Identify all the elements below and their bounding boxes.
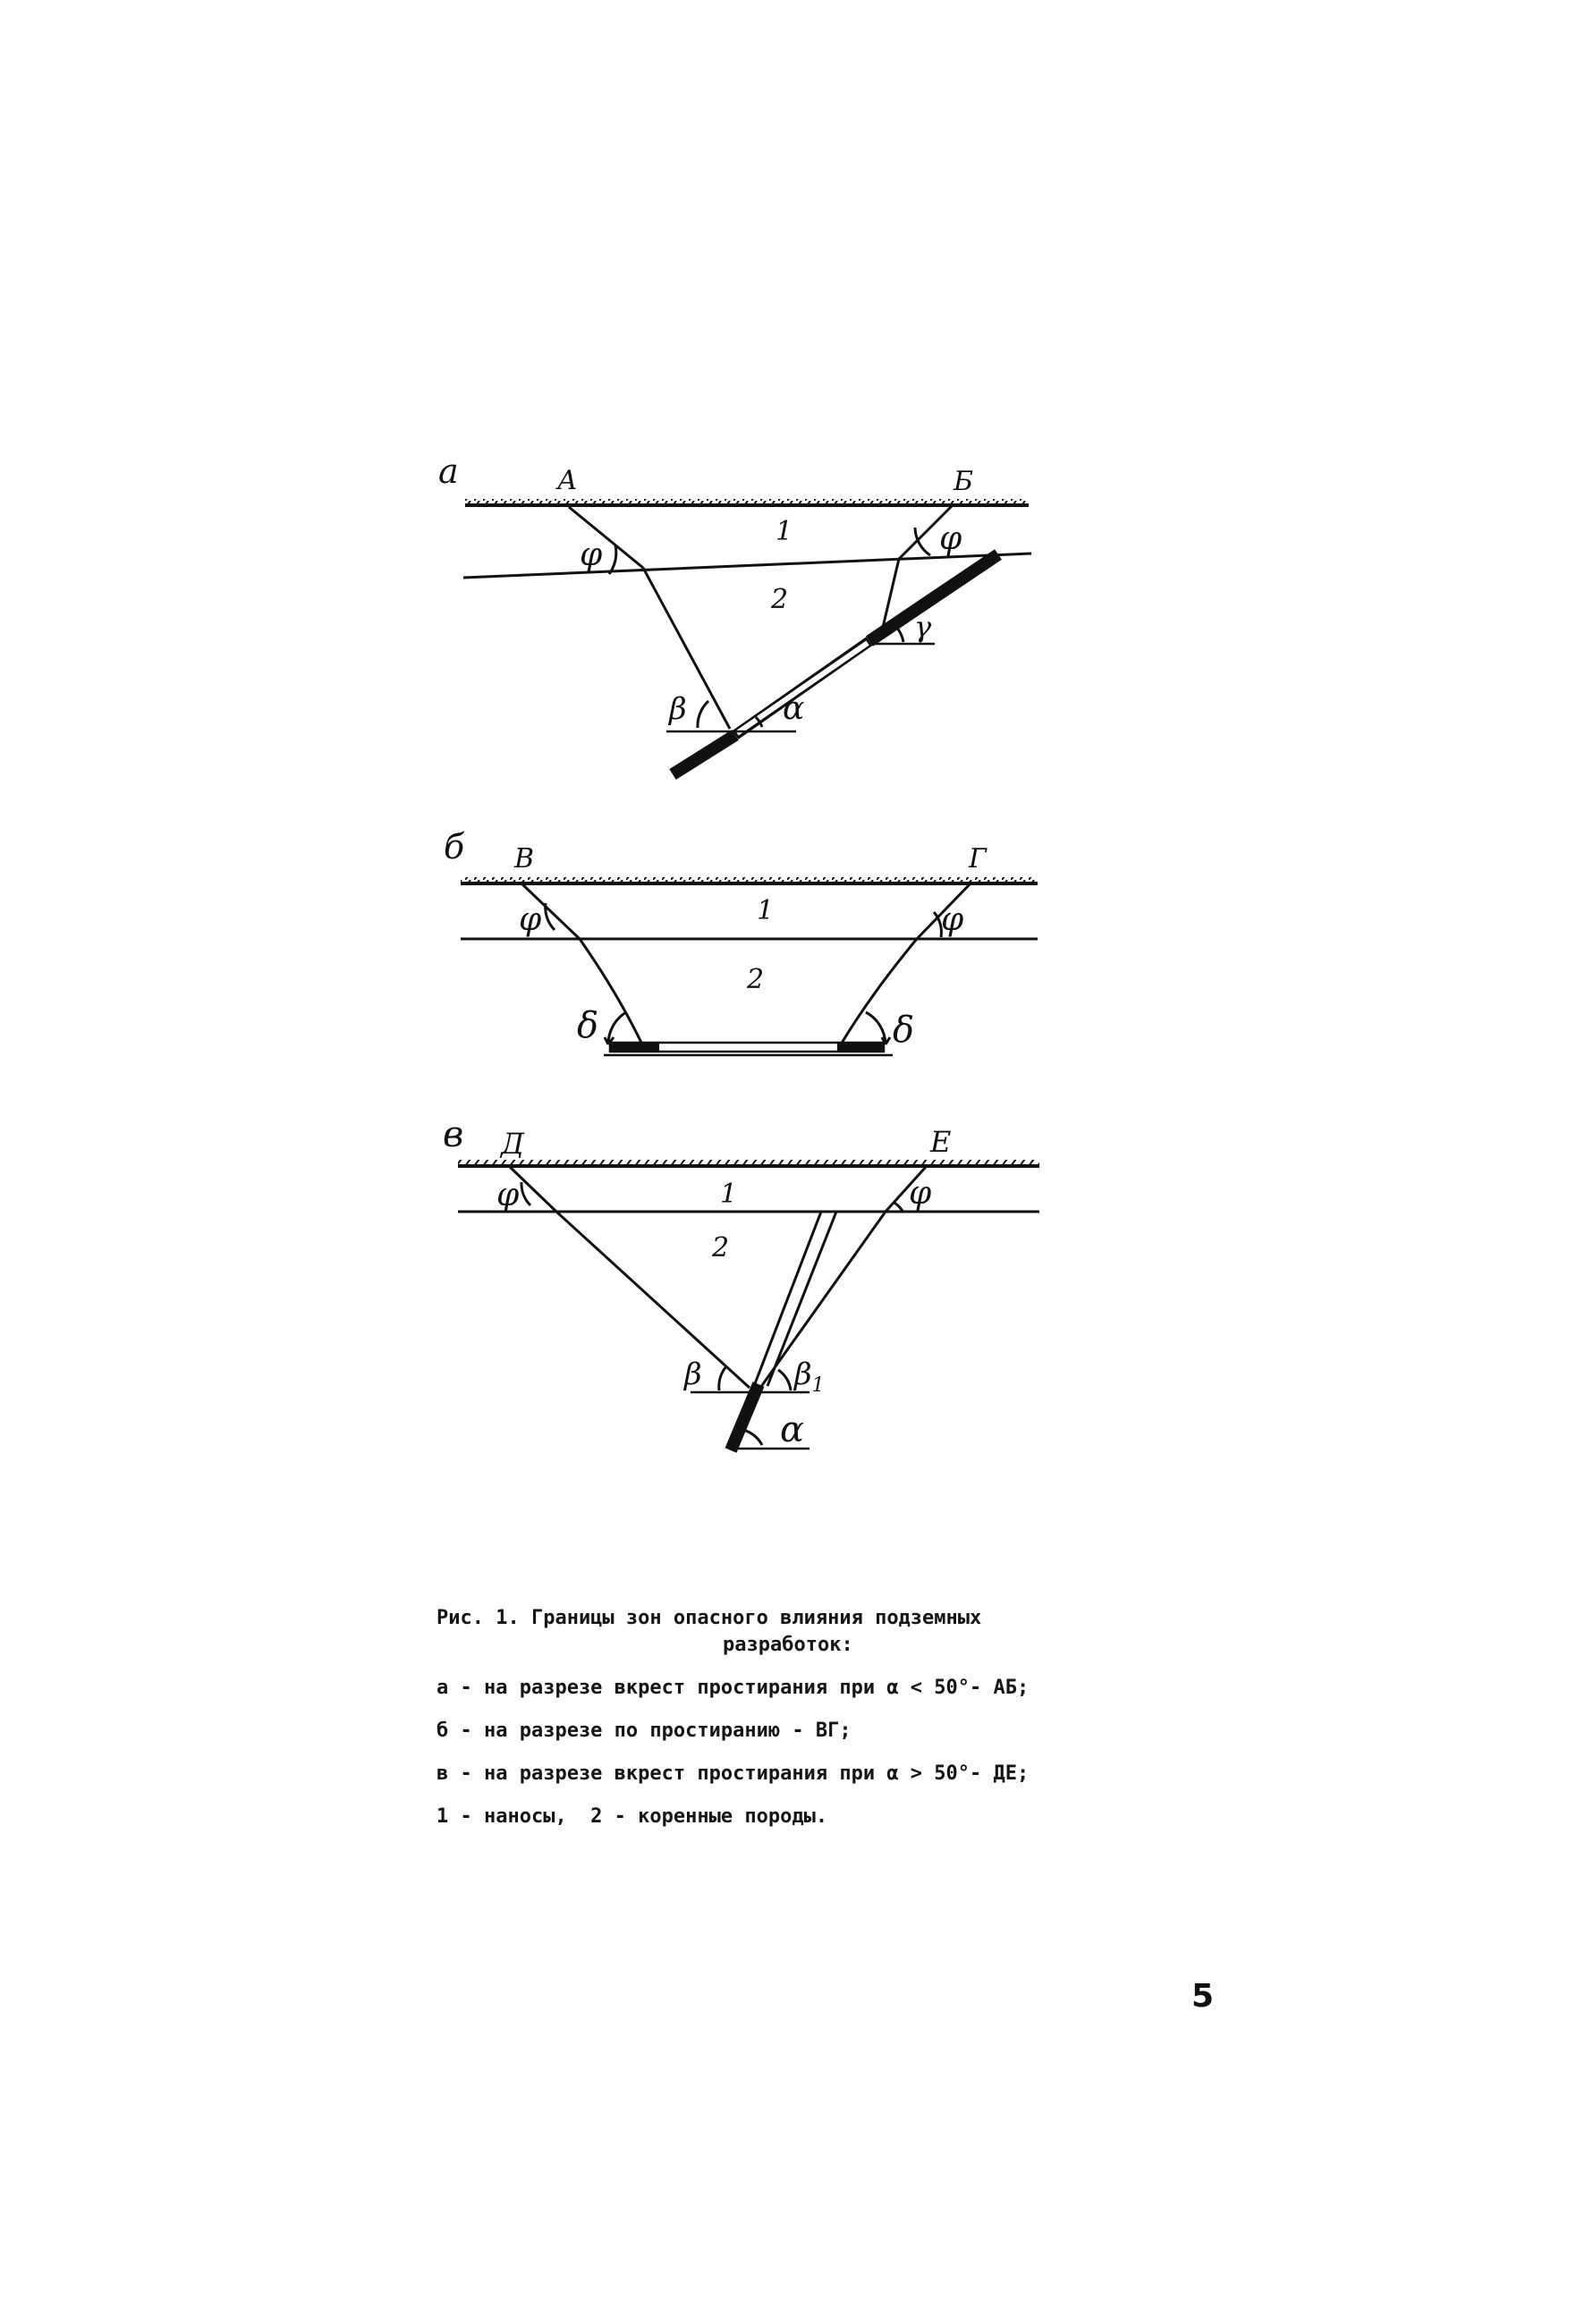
caption-legend: 1 - наносы, 2 - коренные породы. [437,1805,828,1828]
caption-item-a: а - на разрезе вкрест простирания при α < 50°- АБ; [437,1677,1030,1699]
point-label-b-right: Б [954,466,974,497]
angle-beta-a: β [669,691,687,727]
angle-phi-right-c: φ [909,1175,932,1212]
seam-lower-a [673,735,735,774]
panel-label-a: а [438,452,459,491]
seam-lower-c [731,1384,759,1450]
angle-beta1-c: $\beta_1$ [794,1356,825,1397]
caption-item-b: б - на разрезе по простиранию - ВГ; [437,1720,852,1742]
angle-gamma-a: γ [914,610,932,644]
angle-phi-left-a: φ [580,537,603,573]
caption-title-line2: разработок: [723,1634,853,1656]
angle-alpha-a: α [783,690,805,727]
angle-beta-c: β [684,1356,702,1392]
layer-label-1-b: 1 [757,895,775,926]
seam-right-pillar-b [837,1043,884,1052]
caption-title-line1: Рис. 1. Границы зон опасного влияния подземных [437,1607,982,1629]
page-number: 5 [1191,1978,1215,2015]
layer-label-2-c: 2 [712,1232,730,1263]
angle-phi-right-a: φ [939,520,962,557]
panel-b [444,827,1038,1055]
point-label-d-left: Д [501,1127,525,1161]
layer-label-1-a: 1 [776,516,793,547]
caption-item-c: в - на разрезе вкрест простирания при α > 50°- ДЕ; [437,1762,1030,1785]
angle-delta-left-b: δ [577,1005,599,1046]
seam-left-pillar-b [610,1043,659,1052]
figure-caption [437,1597,1242,1838]
layer-label-1-c: 1 [720,1179,738,1210]
panel-c [443,1114,1039,1450]
panel-a [438,452,1031,774]
layer-boundary-a [463,554,1031,578]
angle-delta-right-b: δ [893,1010,915,1051]
layer-label-2-a: 2 [771,584,789,615]
layer-label-2-b: 2 [747,964,765,995]
point-label-a-left: А [557,465,578,496]
point-label-g-right: Г [969,843,987,875]
point-label-v-left: В [514,843,535,875]
angle-phi-left-c: φ [496,1177,520,1213]
point-label-e-right: Е [930,1125,952,1159]
panel-label-b: б [444,827,465,866]
angle-alpha-c: α [780,1409,805,1450]
angle-phi-right-b: φ [941,901,964,938]
angle-phi-left-b: φ [519,901,542,938]
panel-label-c: в [443,1114,464,1155]
